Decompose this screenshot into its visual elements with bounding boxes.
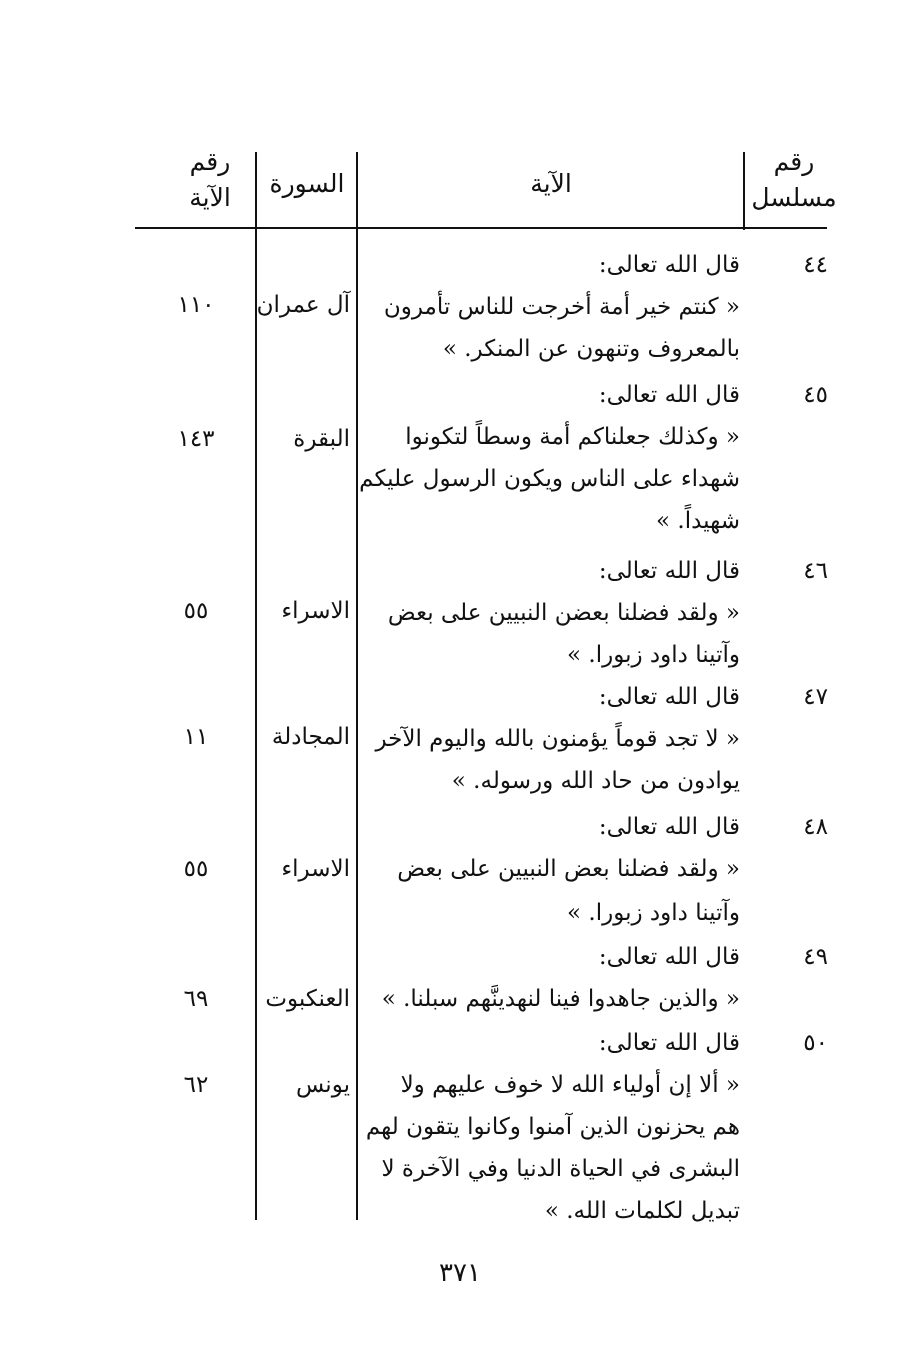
verse-line: وآتينا داود زبورا. » bbox=[567, 642, 740, 668]
header-serial-number bbox=[748, 144, 840, 216]
verse-line: « والذين جاهدوا فينا لنهدينَّهم سبلنا. » bbox=[381, 986, 740, 1012]
page-number: ٣٧١ bbox=[439, 1258, 481, 1288]
serial-number: ٤٥ bbox=[803, 382, 828, 408]
ayah-number: ٥٥ bbox=[183, 856, 209, 882]
table-row bbox=[150, 252, 840, 372]
verse-line: شهداء على الناس ويكون الرسول عليكم bbox=[359, 466, 740, 492]
surah-name: الاسراء bbox=[281, 856, 350, 882]
verse-line: « وكذلك جعلناكم أمة وسطاً لتكونوا bbox=[405, 424, 740, 450]
verse-line: قال الله تعالى: bbox=[598, 252, 740, 278]
header-serial-line-1: رقم bbox=[773, 147, 815, 176]
serial-number: ٤٦ bbox=[803, 558, 828, 584]
verse-line: هم يحزنون الذين آمنوا وكانوا يتقون لهم bbox=[365, 1114, 740, 1140]
ayah-number: ١٤٣ bbox=[177, 426, 215, 452]
verse-line: البشرى في الحياة الدنيا وفي الآخرة لا bbox=[381, 1156, 740, 1182]
ayah-number: ١١٠ bbox=[177, 292, 215, 318]
surah-name: يونس bbox=[295, 1072, 350, 1098]
surah-name: البقرة bbox=[293, 426, 350, 452]
surah-name: الاسراء bbox=[281, 598, 350, 624]
table-row bbox=[150, 1030, 840, 1224]
serial-number: ٤٤ bbox=[803, 252, 828, 278]
verse-line: قال الله تعالى: bbox=[598, 382, 740, 408]
verse-line: بالمعروف وتنهون عن المنكر. » bbox=[442, 336, 740, 362]
ayah-number: ٦٢ bbox=[183, 1072, 209, 1098]
header-ayah-line-2: الآية bbox=[189, 183, 231, 212]
surah-name: آل عمران bbox=[256, 292, 350, 318]
serial-number: ٤٨ bbox=[803, 814, 828, 840]
header-serial-line-2: مسلسل bbox=[751, 183, 837, 212]
ayah-number: ٥٥ bbox=[183, 598, 209, 624]
ayah-number: ١١ bbox=[183, 724, 209, 750]
header-verse: الآية bbox=[530, 169, 572, 198]
table-row bbox=[150, 558, 840, 678]
column-rule-serial bbox=[743, 152, 745, 230]
verse-line: يوادون من حاد الله ورسوله. » bbox=[451, 768, 740, 794]
table-row bbox=[150, 814, 840, 934]
table-row bbox=[150, 944, 840, 1024]
verse-line: قال الله تعالى: bbox=[598, 814, 740, 840]
serial-number: ٤٧ bbox=[803, 684, 828, 710]
verse-line: « كنتم خير أمة أخرجت للناس تأمرون bbox=[383, 294, 740, 320]
verse-line: قال الله تعالى: bbox=[598, 944, 740, 970]
verse-line: « ولقد فضلنا بعض النبيين على بعض bbox=[397, 856, 740, 882]
verse-line: تبديل لكلمات الله. » bbox=[544, 1198, 740, 1224]
header-ayah-line-1: رقم bbox=[189, 147, 231, 176]
verse-line: قال الله تعالى: bbox=[598, 558, 740, 584]
serial-number: ٤٩ bbox=[803, 944, 828, 970]
verse-line: « ألا إن أولياء الله لا خوف عليهم ولا bbox=[400, 1072, 740, 1098]
surah-name: العنكبوت bbox=[265, 986, 350, 1012]
header-divider bbox=[135, 227, 827, 229]
serial-number: ٥٠ bbox=[803, 1030, 828, 1056]
verse-line: وآتينا داود زبورا. » bbox=[567, 900, 740, 926]
verse-line: « لا تجد قوماً يؤمنون بالله واليوم الآخر bbox=[375, 726, 740, 752]
surah-name: المجادلة bbox=[271, 724, 350, 750]
header-ayah-number bbox=[170, 144, 250, 216]
verse-line: شهيداً. » bbox=[656, 508, 740, 534]
table-row bbox=[150, 382, 840, 552]
table-row bbox=[150, 684, 840, 804]
verse-line: قال الله تعالى: bbox=[598, 1030, 740, 1056]
verse-line: « ولقد فضلنا بعضن النبيين على بعض bbox=[387, 600, 740, 626]
ayah-number: ٦٩ bbox=[183, 986, 209, 1012]
verse-line: قال الله تعالى: bbox=[598, 684, 740, 710]
header-surah: السورة bbox=[269, 169, 345, 198]
